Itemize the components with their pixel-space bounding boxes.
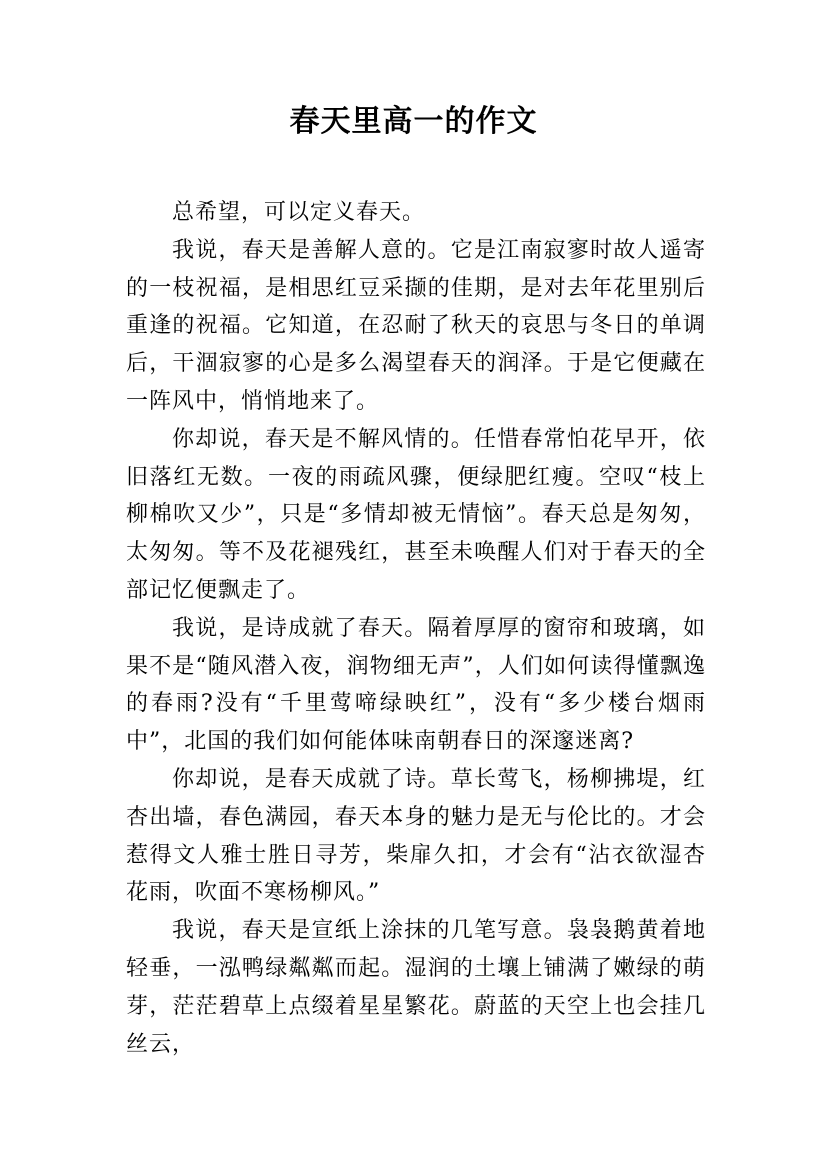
paragraph-2: 我说，春天是善解人意的。它是江南寂寥时故人遥寄的一枝祝福，是相思红豆采撷的佳期，是对去年花里别后重逢的祝福。它知道，在忍耐了秋天的哀思与冬日的单调后，干涸寂寥的心是多么渴望春天的润泽。于是它便藏在一阵风中，悄悄地来了。 (126, 237, 706, 414)
paragraph-6: 我说，春天是宣纸上涂抹的几笔写意。袅袅鹅黄着地轻垂，一泓鸭绿粼粼而起。湿润的土壤上铺满了嫩绿的萌芽，茫茫碧草上点缀着星星繁花。蔚蓝的天空上也会挂几丝云， (126, 918, 706, 1057)
paragraph-1: 总希望，可以定义春天。 (172, 200, 426, 225)
page-title: 春天里高一的作文 (289, 104, 538, 139)
paragraph-3: 你却说，春天是不解风情的。任惜春常怕花早开，依旧落红无数。一夜的雨疏风骤，便绿肥红瘦。空叹“枝上柳棉吹又少”，只是“多情却被无情恼”。春天总是匆匆，太匆匆。等不及花褪残红，甚至未唤醒人们对于春天的全部记忆便飘走了。 (126, 426, 706, 603)
paragraph-4: 我说，是诗成就了春天。隔着厚厚的窗帘和玻璃，如果不是“随风潜入夜，润物细无声”，人们如何读得懂飘逸的春雨?没有“千里莺啼绿映红”，没有“多少楼台烟雨中”，北国的我们如何能体味南朝春日的深邃迷离? (126, 615, 706, 755)
paragraph-5: 你却说，是春天成就了诗。草长莺飞，杨柳拂堤，红杏出墙，春色满园，春天本身的魅力是无与伦比的。才会惹得文人雅士胜日寻芳，柴扉久扣，才会有“沾衣欲湿杏花雨，吹面不寒杨柳风。” (126, 766, 706, 906)
essay-body (126, 194, 706, 1063)
